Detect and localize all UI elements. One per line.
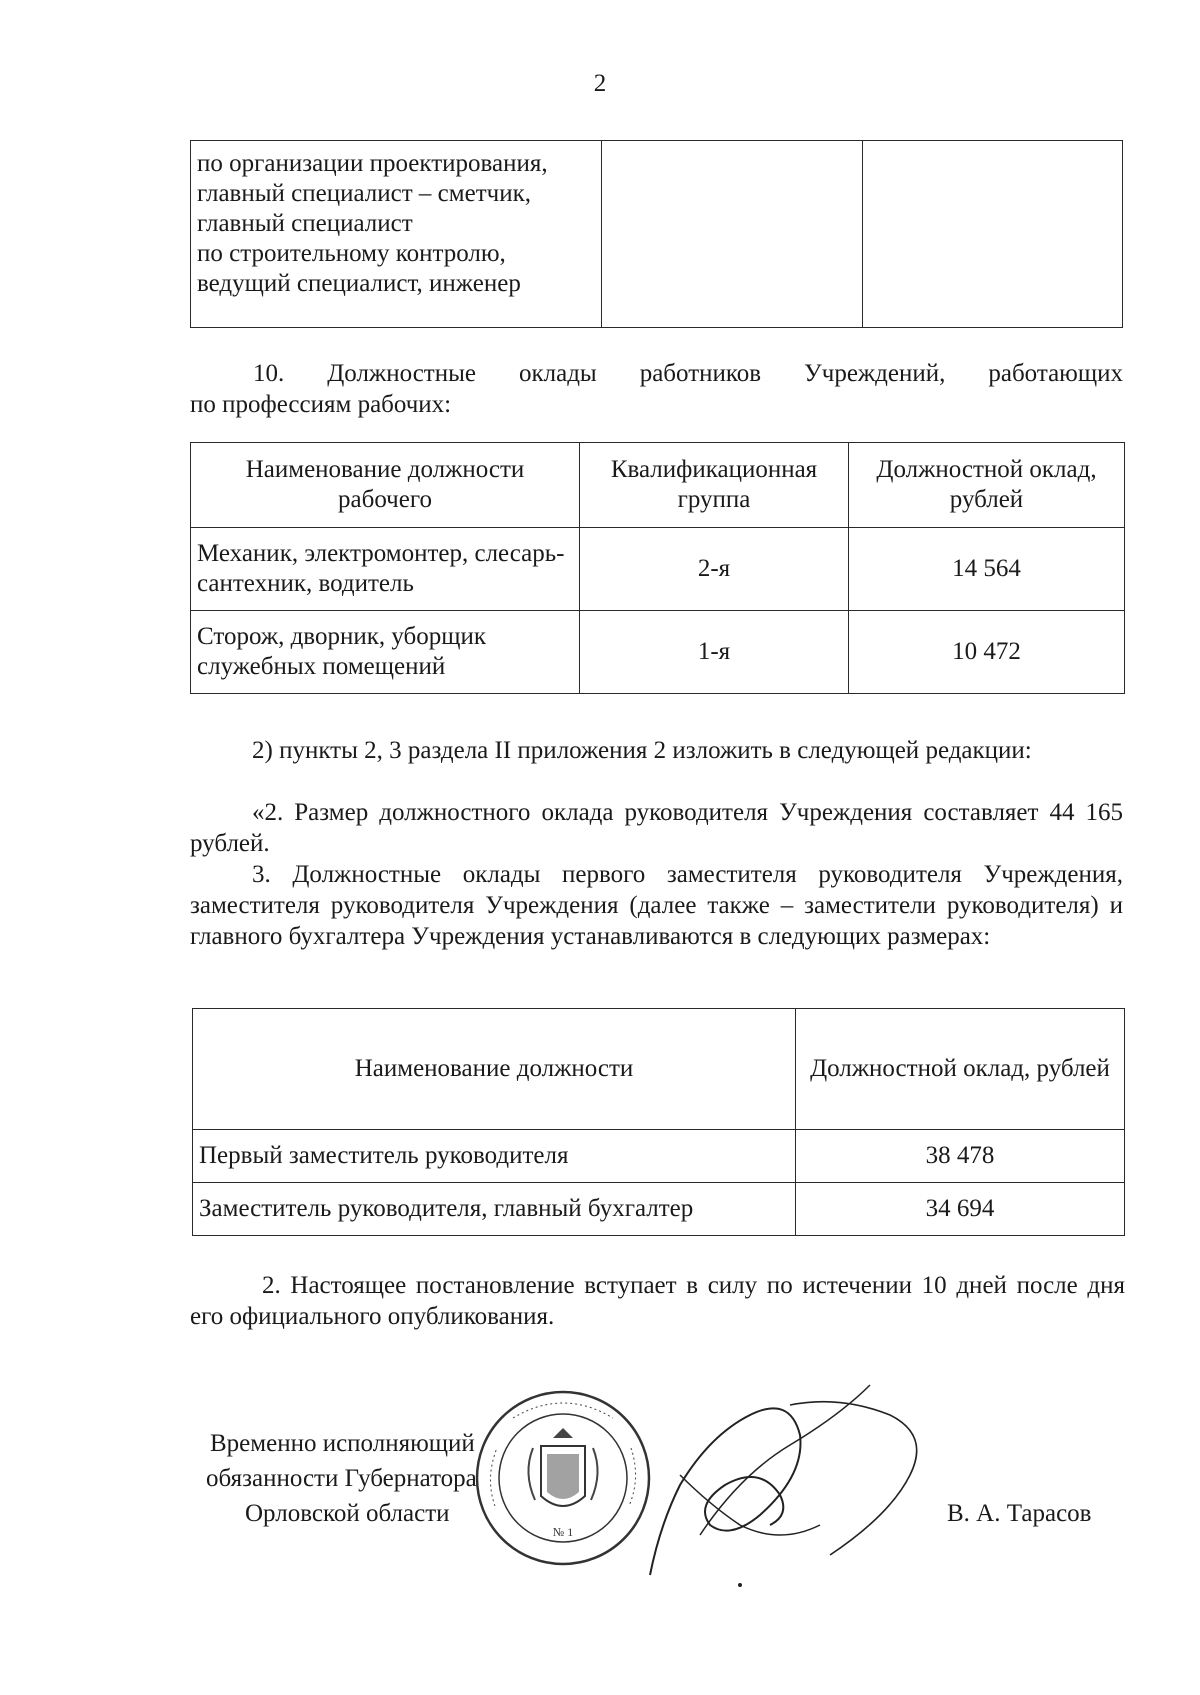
position-cell: Сторож, дворник, уборщик служебных помещений [191,611,580,694]
group-cell: 2-я [580,528,849,611]
cell-line: главный специалист [197,210,413,237]
signatory-title-line2: обязанности Губернатора [206,1465,477,1492]
table-row [191,528,1125,611]
cell-line: по строительному контролю, [197,240,506,267]
salary-cell: 38 478 [796,1130,1125,1183]
paragraph-10-line2: по профессиям рабочих: [190,391,452,418]
paragraph-10-line1: 10. Должностные оклады работников Учреждений, работающих [253,360,1123,387]
amendment-intro: 2) пункты 2, 3 раздела II приложения 2 изложить в следующей редакции: [252,737,1032,764]
header-salary: Должностной оклад, рублей [849,443,1125,528]
signatory-title-line3: Орловской области [245,1500,450,1527]
header-position: Наименование должности [193,1009,796,1130]
cell-line: ведущий специалист, инженер [197,270,521,297]
signatory-title-line1: Временно исполняющий [210,1430,475,1457]
management-salary-table [192,1008,1125,1236]
workers-salary-table [190,442,1125,694]
amendment-item-3: 3. Должностные оклады первого заместителя руководителя Учреждения, заместителя руководителя Учреждения (далее также – заместители руководителя) и главного бухгалтера Учреждения устанавливаются в следующих размерах: [190,861,1123,950]
position-cell [191,141,602,328]
salary-cell: 34 694 [796,1183,1125,1236]
salary-cell: 14 564 [849,528,1125,611]
effective-date-paragraph: 2. Настоящее постановление вступает в силу по истечении 10 дней после дня его официального опубликования. [190,1272,1125,1330]
table-header-row [193,1009,1125,1130]
positions-table-continuation [190,140,1123,328]
page-number: 2 [593,70,607,97]
header-group: Квалификационная группа [580,443,849,528]
header-position: Наименование должности рабочего [191,443,580,528]
cell-line: по организации проектирования, [197,150,548,177]
empty-cell [602,141,863,328]
position-cell: Заместитель руководителя, главный бухгалтер [193,1183,796,1236]
table-row [191,611,1125,694]
svg-text:№ 1: № 1 [552,1525,574,1539]
table-row [193,1130,1125,1183]
table-header-row [191,443,1125,528]
signatory-name: В. А. Тарасов [947,1500,1092,1527]
empty-cell [863,141,1123,328]
position-cell: Механик, электромонтер, слесарь-сантехник, водитель [191,528,580,611]
official-seal-stamp [473,1388,653,1568]
table-row [191,141,1123,328]
handwritten-signature [640,1375,940,1595]
table-row [193,1183,1125,1236]
cell-line: главный специалист – сметчик, [197,180,531,207]
group-cell: 1-я [580,611,849,694]
amendment-item-2: «2. Размер должностного оклада руководителя Учреждения составляет 44 165 рублей. [190,799,1123,857]
header-salary: Должностной оклад, рублей [796,1009,1125,1130]
position-cell: Первый заместитель руководителя [193,1130,796,1183]
salary-cell: 10 472 [849,611,1125,694]
